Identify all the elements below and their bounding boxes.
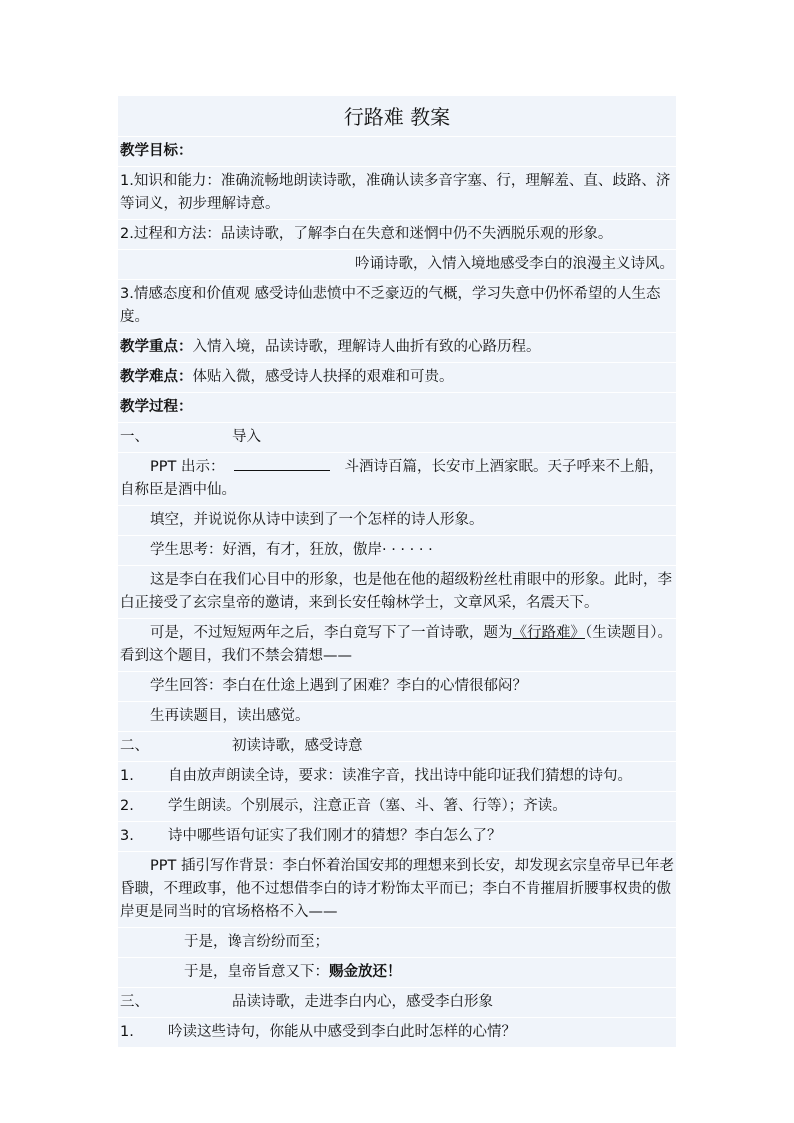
student-think: 学生思考：好酒，有才，狂放，傲岸· · · · · · xyxy=(118,536,676,566)
then-decree xyxy=(118,958,676,988)
section-heading-intro xyxy=(118,423,676,453)
ppt-background: PPT 插引写作背景：李白怀着治国安邦的理想来到长安，却发现玄宗皇帝早已年老昏聩，不理政事，他不过想借李白的诗才粉饰太平而已；李白不肯摧眉折腰事权贵的傲岸更是同当时的官场格格不入—— xyxy=(118,852,676,928)
difficulty-point xyxy=(118,363,676,393)
list-text: 学生朗读。个别展示，注意正音（塞、斗、箸、行等）；齐读。 xyxy=(168,798,567,814)
difficulty-text: 体贴入微，感受诗人抉择的艰难和可贵。 xyxy=(192,369,454,385)
decree-text: 于是，皇帝旨意又下： xyxy=(184,964,329,980)
then-slander: 于是，谗言纷纷而至； xyxy=(118,928,676,958)
list-text: 诗中哪些语句证实了我们刚才的猜想？李白怎么了？ xyxy=(168,828,502,844)
goals-heading: 教学目标： xyxy=(118,137,676,167)
goal-knowledge: 1.知识和能力：准确流畅地朗读诗歌，准确认读多音字塞、行，理解羞、直、歧路、济等词义，初步理解诗意。 xyxy=(118,167,676,220)
list-item xyxy=(118,762,676,792)
key-point xyxy=(118,333,676,363)
section-title: 品读诗歌，走进李白内心，感受李白形象 xyxy=(232,994,493,1010)
key-point-label: 教学重点： xyxy=(120,339,193,355)
section-number: 二、 xyxy=(120,738,149,754)
section-title: 导入 xyxy=(232,429,261,445)
paragraph-title xyxy=(118,619,676,672)
paragraph-text: 可是，不过短短两年之后，李白竟写下了一首诗歌，题为 xyxy=(150,625,513,641)
reread-title: 生再读题目，读出感觉。 xyxy=(118,702,676,732)
page-title: 行路难 教案 xyxy=(118,96,676,137)
list-number: 2. xyxy=(120,798,134,814)
list-number: 3. xyxy=(120,828,134,844)
difficulty-label: 教学难点： xyxy=(120,369,193,385)
ppt-poem: 斗酒诗百篇，长安市上酒家眠。天子呼来不上船，自称臣是酒中仙。 xyxy=(120,459,664,498)
process-heading: 教学过程： xyxy=(118,393,676,423)
decree-emphasis: 赐金放还！ xyxy=(329,964,402,980)
section-number: 三、 xyxy=(120,994,149,1010)
section-heading-first-read xyxy=(118,732,676,762)
list-number: 1. xyxy=(120,1024,134,1040)
list-text: 吟读这些诗句，你能从中感受到李白此时怎样的心情？ xyxy=(168,1024,516,1040)
list-number: 1. xyxy=(120,768,134,784)
fill-blank xyxy=(234,456,330,471)
lesson-plan-document xyxy=(118,96,676,1048)
section-number: 一、 xyxy=(120,429,149,445)
list-item xyxy=(118,792,676,822)
ppt-label: PPT 出示： xyxy=(150,459,225,475)
paragraph-text-continued: （生读题目）。看到这个题目，我们不禁会猜想—— xyxy=(120,625,672,664)
fill-prompt: 填空，并说说你从诗中读到了一个怎样的诗人形象。 xyxy=(118,506,676,536)
list-item xyxy=(118,1018,676,1048)
section-title: 初读诗歌，感受诗意 xyxy=(232,738,363,754)
goal-emotion: 3.情感态度和价值观 感受诗仙悲愤中不乏豪迈的气概，学习失意中仍怀希望的人生态度。 xyxy=(118,280,676,333)
goal-process-continued: 吟诵诗歌，入情入境地感受李白的浪漫主义诗风。 xyxy=(118,250,676,280)
paragraph-image: 这是李白在我们心目中的形象，也是他在他的超级粉丝杜甫眼中的形象。此时，李白正接受了玄宗皇帝的邀请，来到长安任翰林学士，文章风采，名震天下。 xyxy=(118,566,676,619)
section-heading-close-read xyxy=(118,988,676,1018)
list-text: 自由放声朗读全诗，要求：读准字音，找出诗中能印证我们猜想的诗句。 xyxy=(168,768,632,784)
list-item xyxy=(118,822,676,852)
key-point-text: 入情入境，品读诗歌，理解诗人曲折有致的心路历程。 xyxy=(192,339,541,355)
student-answer: 学生回答：李白在仕途上遇到了困难？李白的心情很郁闷？ xyxy=(118,672,676,702)
poem-title: 《行路难》 xyxy=(512,625,585,641)
goal-process: 2.过程和方法：品读诗歌，了解李白在失意和迷惘中仍不失洒脱乐观的形象。 xyxy=(118,220,676,250)
ppt-display xyxy=(118,453,676,506)
